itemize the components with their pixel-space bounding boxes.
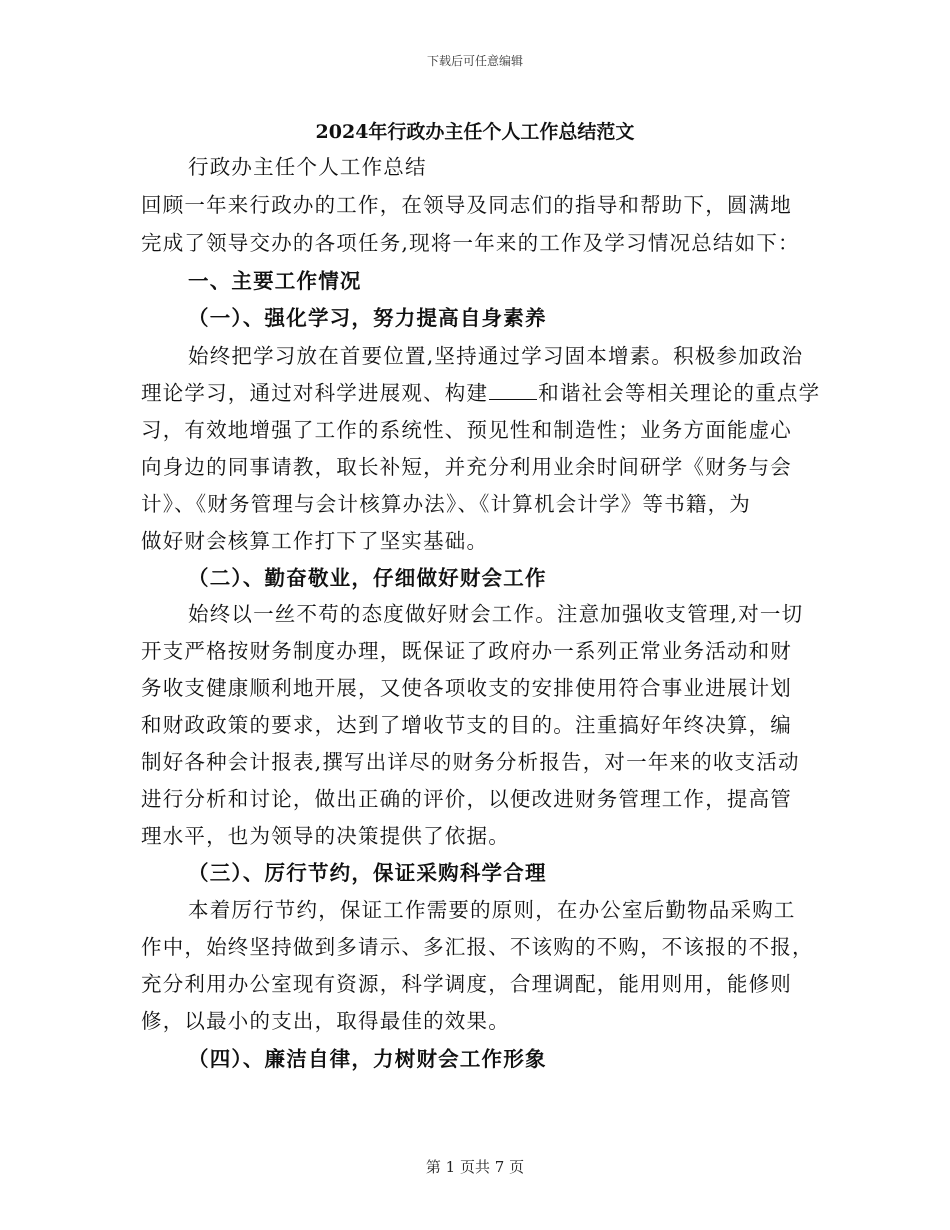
paragraph-line: 修，以最小的支出，取得最佳的效果。 bbox=[141, 1009, 510, 1033]
subsection-heading-2: （二）、勤奋敬业，仔细做好财会工作 bbox=[188, 566, 547, 590]
paragraph-line: 务收支健康顺利地开展，又使各项收支的安排使用符合事业进展计划 bbox=[141, 676, 792, 700]
paragraph-line-with-blank bbox=[141, 376, 820, 406]
paragraph-line: 本着厉行节约，保证工作需要的原则，在办公室后勤物品采购工 bbox=[188, 898, 796, 922]
intro-line-1: 回顾一年来行政办的工作，在领导及同志们的指导和帮助下，圆满地 bbox=[141, 193, 792, 217]
paragraph-line: 充分利用办公室现有资源，科学调度，合理调配，能用则用，能修则 bbox=[141, 972, 792, 996]
paragraph-line: 和财政政策的要求，达到了增收节支的目的。注重搞好年终决算，编 bbox=[141, 713, 792, 737]
fill-in-blank bbox=[489, 398, 537, 400]
subsection-heading-4: （四）、廉洁自律，力树财会工作形象 bbox=[188, 1047, 547, 1071]
subsection-heading-3: （三）、厉行节约，保证采购科学合理 bbox=[188, 861, 547, 885]
section-heading-main-work: 一、主要工作情况 bbox=[188, 269, 362, 293]
paragraph-fragment: 和谐社会等相关理论的重点学 bbox=[538, 381, 821, 405]
paragraph-line: 作中，始终坚持做到多请示、多汇报、不该购的不购，不该报的不报， bbox=[141, 935, 814, 959]
paragraph-line: 始终以一丝不苟的态度做好财会工作。注意加强收支管理,对一切 bbox=[188, 602, 804, 626]
paragraph-line: 制好各种会计报表,撰写出详尽的财务分析报告，对一年来的收支活动 bbox=[141, 750, 800, 774]
paragraph-line: 理水平，也为领导的决策提供了依据。 bbox=[141, 824, 510, 848]
paragraph-line: 向身边的同事请教，取长补短，并充分利用业余时间研学《财务与会 bbox=[141, 455, 792, 479]
paragraph-line: 开支严格按财务制度办理，既保证了政府办一系列正常业务活动和财 bbox=[141, 639, 792, 663]
subsection-heading-1: （一）、强化学习，努力提高自身素养 bbox=[188, 306, 547, 330]
intro-line-2: 完成了领导交办的各项任务,现将一年来的工作及学习情况总结如下： bbox=[141, 231, 800, 255]
paragraph-line: 始终把学习放在首要位置,坚持通过学习固本增素。积极参加政治 bbox=[188, 344, 804, 368]
paragraph-line: 进行分析和讨论，做出正确的评价，以便改进财务管理工作，提高管 bbox=[141, 787, 792, 811]
paragraph-line: 计》、《财务管理与会计核算办法》、《计算机会计学》等书籍，为 bbox=[141, 492, 751, 516]
document-subtitle: 行政办主任个人工作总结 bbox=[188, 155, 427, 179]
page-number-footer: 第 1 页共 7 页 bbox=[425, 1158, 525, 1176]
header-note: 下载后可任意编辑 bbox=[426, 54, 523, 68]
paragraph-line: 习，有效地增强了工作的系统性、预见性和制造性；业务方面能虚心 bbox=[141, 418, 792, 442]
paragraph-fragment: 理论学习，通过对科学进展观、构建 bbox=[141, 381, 489, 405]
document-title: 2024年行政办主任个人工作总结范文 bbox=[315, 121, 635, 143]
paragraph-line: 做好财会核算工作打下了坚实基础。 bbox=[141, 529, 489, 553]
